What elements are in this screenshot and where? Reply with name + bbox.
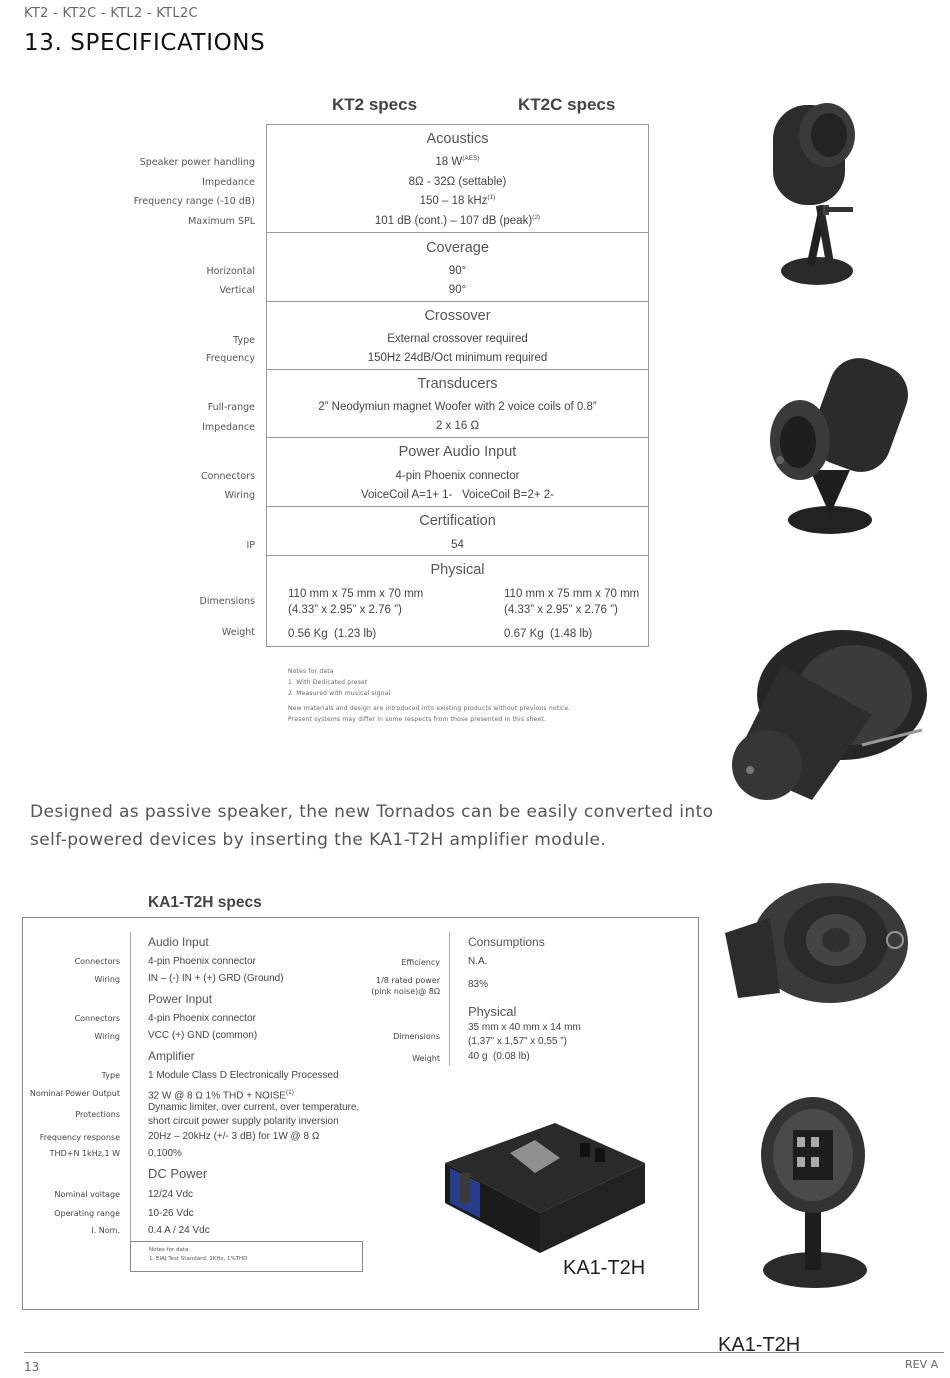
ka-section-power-input: Power Input — [148, 992, 213, 1006]
ka-row-label: 1/8 rated power (pink noise)@ 8Ω — [371, 976, 440, 996]
ka-row-value: Dynamic limiter, over current, over temperature, short circuit power supply polarity inversion — [148, 1102, 360, 1127]
ka-row-value: 32 W @ 8 Ω 1% THD + $NOISE^{(1)}$ — [148, 1089, 294, 1102]
ka-row-value: 4-pin Phoenix connector — [148, 1013, 256, 1024]
section-title-power-audio-input: Power Audio Input — [398, 444, 517, 460]
ka-row-value: 0,100% — [148, 1148, 182, 1159]
ka-row-value: 4-pin Phoenix connector — [148, 956, 256, 967]
section-title-physical: Physical — [430, 562, 485, 578]
ka-section-consumptions: Consumptions — [468, 935, 545, 949]
ka-row-value: 40 g (0.08 lb) — [468, 1051, 530, 1062]
ka-row-value: 12/24 Vdc — [148, 1189, 194, 1200]
ka-row-label: Wiring — [94, 975, 120, 984]
ka-notes-title: Notes for data — [149, 1247, 189, 1253]
section-divider — [266, 437, 649, 438]
disclaimer-1: New materials and design are introduced into existing products without previous notice. — [288, 705, 571, 712]
kt2-weight: 0.56 Kg (1.23 lb) — [288, 628, 377, 640]
ka-row-label: Wiring — [94, 1032, 120, 1041]
kt2c-speaker-photo — [722, 625, 932, 805]
row-label: Wiring — [224, 490, 255, 501]
ktl2c-speaker-photo — [710, 878, 910, 1028]
section-divider — [266, 369, 649, 370]
revision-label: REV A — [905, 1358, 939, 1371]
header-model-list: KT2 - KT2C - KTL2 - KTL2C — [24, 6, 198, 21]
ka-row-label: Dimensions — [393, 1032, 440, 1041]
row-value: 150 – 18 kHz$^{(1)}$ — [419, 194, 496, 207]
ka-row-value: IN – (-) IN + (+) GRD (Ground) — [148, 973, 284, 984]
row-value: 90° — [448, 284, 467, 296]
kt2-speaker-photo — [765, 95, 865, 295]
ka-section-dc-power: DC Power — [148, 1166, 208, 1181]
ka-note-1: 1. EIAJ Test Standard, 1KHz, 1%THD — [149, 1256, 248, 1262]
section-title-acoustics: Acoustics — [426, 131, 489, 147]
ka-row-value: 35 mm x 40 mm x 14 mm (1,37” x 1,57” x 0,55 ”) — [468, 1022, 581, 1047]
kt2c-dimensions: 110 mm x 75 mm x 70 mm (4.33” x 2.95” x 2.76 ”) — [504, 588, 640, 616]
ka-row-label: Efficiency — [401, 958, 440, 967]
footer-divider — [24, 1352, 944, 1353]
row-label: IP — [246, 540, 255, 551]
kt2-dimensions: 110 mm x 75 mm x 70 mm (4.33” x 2.95” x 2.76 ”) — [288, 588, 424, 616]
note-2: 2. Measured with musical signal — [288, 690, 391, 697]
row-value: 2” Neodymiun magnet Woofer with 2 voice coils of 0.8” — [318, 401, 597, 413]
kt2-column-heading: KT2 specs — [332, 95, 418, 114]
ka-row-label: Frequency response — [39, 1133, 120, 1142]
row-label: Maximum SPL — [188, 216, 255, 227]
ka-section-amplifier: Amplifier — [148, 1049, 195, 1063]
ka-row-value: 1 Module Class D Electronically Processed — [148, 1070, 339, 1081]
row-value: 8Ω - 32Ω (settable) — [408, 176, 507, 188]
ka-notes-box — [130, 1241, 363, 1272]
row-value: 54 — [451, 539, 464, 551]
ka-row-label: THD+N 1kHz,1 W — [49, 1149, 120, 1158]
section-divider — [266, 232, 649, 233]
section-title-transducers: Transducers — [417, 376, 498, 392]
disclaimer-2: Present systems may differ in some respects from those presented in this sheet. — [288, 716, 547, 723]
ka-row-value: 20Hz – 20kHz (+/- 3 dB) for 1W @ 8 Ω — [148, 1131, 320, 1142]
row-label: Impedance — [202, 422, 255, 433]
ka1-t2h-specs-title: KA1-T2H specs — [148, 894, 262, 911]
intro-paragraph: Designed as passive speaker, the new Tornados can be easily converted into self-powered devices by inserting the KA1-T2H amplifier module. — [30, 802, 714, 850]
row-label: Vertical — [219, 285, 255, 296]
ka-row-label: Protections — [75, 1110, 120, 1119]
ka-row-label: Connectors — [74, 1014, 120, 1023]
ka-row-value: 83% — [468, 979, 489, 990]
ka-row-label: Nominal Power Output — [29, 1089, 120, 1098]
ka-row-value: N.A. — [468, 956, 488, 967]
ka-row-label: Connectors — [74, 957, 120, 966]
row-label: Frequency range (-10 dB) — [133, 196, 255, 207]
row-label: Horizontal — [206, 266, 255, 277]
row-label: Impedance — [202, 177, 255, 188]
ka-row-label: Operating range — [54, 1209, 120, 1218]
note-1: 1. With Dedicated preset — [288, 679, 368, 686]
row-value: 101 dB (cont.) – 107 dB (peak)$^{(2)}$ — [374, 214, 541, 227]
column-divider — [449, 932, 450, 1066]
row-label: Speaker power handling — [139, 157, 255, 168]
kt2c-weight: 0.67 Kg (1.48 lb) — [504, 628, 593, 640]
section-divider — [266, 555, 649, 556]
section-divider — [266, 301, 649, 302]
row-value: 4-pin Phoenix connector — [395, 470, 520, 482]
page-number: 13 — [24, 1360, 40, 1374]
row-value: 150Hz 24dB/Oct minimum required — [367, 352, 548, 364]
ka-section-audio-input: Audio Input — [148, 935, 209, 949]
kt2-open-speaker-photo — [755, 1085, 875, 1295]
module-caption: KA1-T2H — [563, 1257, 646, 1279]
section-divider — [266, 506, 649, 507]
row-value: VoiceCoil A=1+ 1- VoiceCoil B=2+ 2- — [360, 489, 555, 501]
ka-row-label: Type — [101, 1071, 120, 1080]
ktl2-speaker-photo — [760, 350, 910, 540]
row-label: Dimensions — [199, 596, 255, 607]
section-title-coverage: Coverage — [426, 240, 489, 256]
row-label: Frequency — [205, 353, 255, 364]
ka-row-label: I. Nom. — [91, 1226, 120, 1235]
ka-row-value: VCC (+) GND (common) — [148, 1030, 258, 1041]
row-label: Type — [233, 335, 255, 346]
row-label: Weight — [221, 627, 255, 638]
section-title-certification: Certification — [419, 513, 496, 529]
section-title-crossover: Crossover — [424, 308, 491, 324]
row-value: External crossover required — [387, 333, 528, 345]
side-caption: KA1-T2H — [718, 1334, 801, 1356]
kt2c-column-heading: KT2C specs — [518, 95, 616, 114]
row-value: 18 $W^{(AES)}$ — [435, 155, 480, 168]
ka1-t2h-module-photo — [440, 1118, 650, 1258]
column-divider — [130, 932, 131, 1272]
row-value: 90° — [448, 265, 467, 277]
ka-row-value: 10-26 Vdc — [148, 1208, 194, 1219]
ka-row-value: 0.4 A / 24 Vdc — [148, 1225, 210, 1236]
ka-section-physical: Physical — [468, 1004, 517, 1019]
notes-title: Notes for data — [288, 668, 334, 675]
row-label: Connectors — [201, 471, 255, 482]
ka-row-label: Nominal voltage — [54, 1190, 120, 1199]
row-value: 2 x 16 Ω — [435, 420, 480, 432]
page-title: 13. SPECIFICATIONS — [24, 30, 266, 56]
row-label: Full-range — [207, 402, 255, 413]
ka-row-label: Weight — [412, 1054, 440, 1063]
